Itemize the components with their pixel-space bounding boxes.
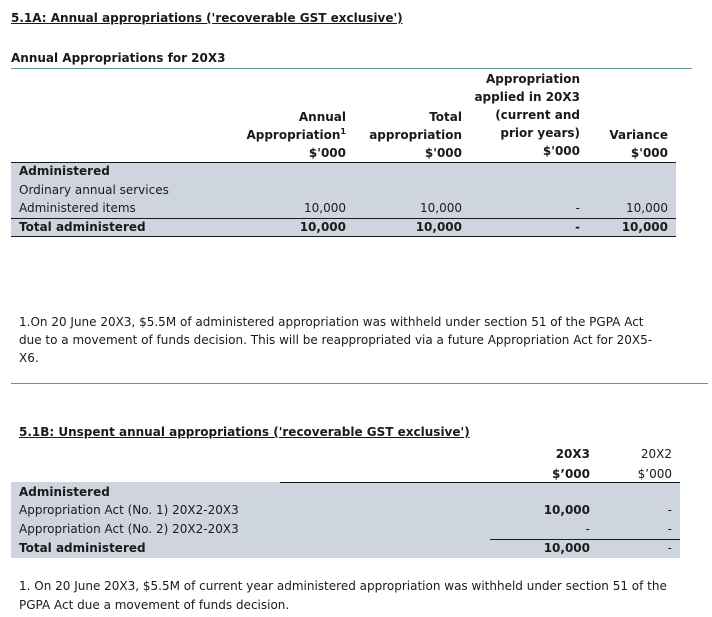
col-20x2-header: 20X2 $’000 xyxy=(637,447,672,481)
cell-20x2: - xyxy=(667,541,672,555)
cell-20x3: - xyxy=(585,522,590,536)
section-a-total-rule-top xyxy=(11,218,676,219)
row-label: Appropriation Act (No. 1) 20X2-20X3 xyxy=(19,503,239,517)
col-applied-header: Appropriation applied in 20X3 (current and prior years) $'000 xyxy=(474,72,580,158)
section-a-header-rule xyxy=(11,162,676,163)
row-label: Administered items xyxy=(19,201,136,215)
cell-annual: 10,000 xyxy=(299,220,346,234)
cell-total: 10,000 xyxy=(420,201,462,215)
section-a-group-label: Administered xyxy=(19,164,110,178)
col-variance-header: Variance $'000 xyxy=(609,128,668,160)
section-a-subheading: Annual Appropriations for 20X3 xyxy=(11,51,226,65)
section-b-total-rule xyxy=(490,539,680,540)
row-label: Appropriation Act (No. 2) 20X2-20X3 xyxy=(19,522,239,536)
cell-annual: 10,000 xyxy=(304,201,346,215)
col-20x3-header: 20X3 $’000 xyxy=(552,447,590,481)
cell-20x3: 10,000 xyxy=(543,541,590,555)
section-a-heading: 5.1A: Annual appropriations ('recoverable GST exclusive') xyxy=(11,11,403,25)
cell-applied: - xyxy=(575,220,580,234)
cell-total: 10,000 xyxy=(415,220,462,234)
row-label: Total administered xyxy=(19,220,146,234)
cell-20x2: - xyxy=(667,522,672,536)
cell-variance: 10,000 xyxy=(621,220,668,234)
col-total-header: Total appropriation $'000 xyxy=(369,110,462,160)
cell-20x2: - xyxy=(667,503,672,517)
section-a-total-rule-bottom xyxy=(11,236,676,237)
row-label: Total administered xyxy=(19,541,146,555)
section-b-heading: 5.1B: Unspent annual appropriations ('recoverable GST exclusive') xyxy=(19,425,470,439)
cell-20x3: 10,000 xyxy=(543,503,590,517)
ordinary-services-label: Ordinary annual services xyxy=(19,183,169,197)
col-annual-header: Annual Appropriation$^1$ $'000 xyxy=(246,110,346,160)
section-divider-rule xyxy=(11,383,708,384)
section-b-header-rule xyxy=(280,482,680,483)
cell-variance: 10,000 xyxy=(626,201,668,215)
section-b-group-label: Administered xyxy=(19,485,110,499)
section-a-rule xyxy=(11,68,692,69)
cell-applied: - xyxy=(575,201,580,215)
